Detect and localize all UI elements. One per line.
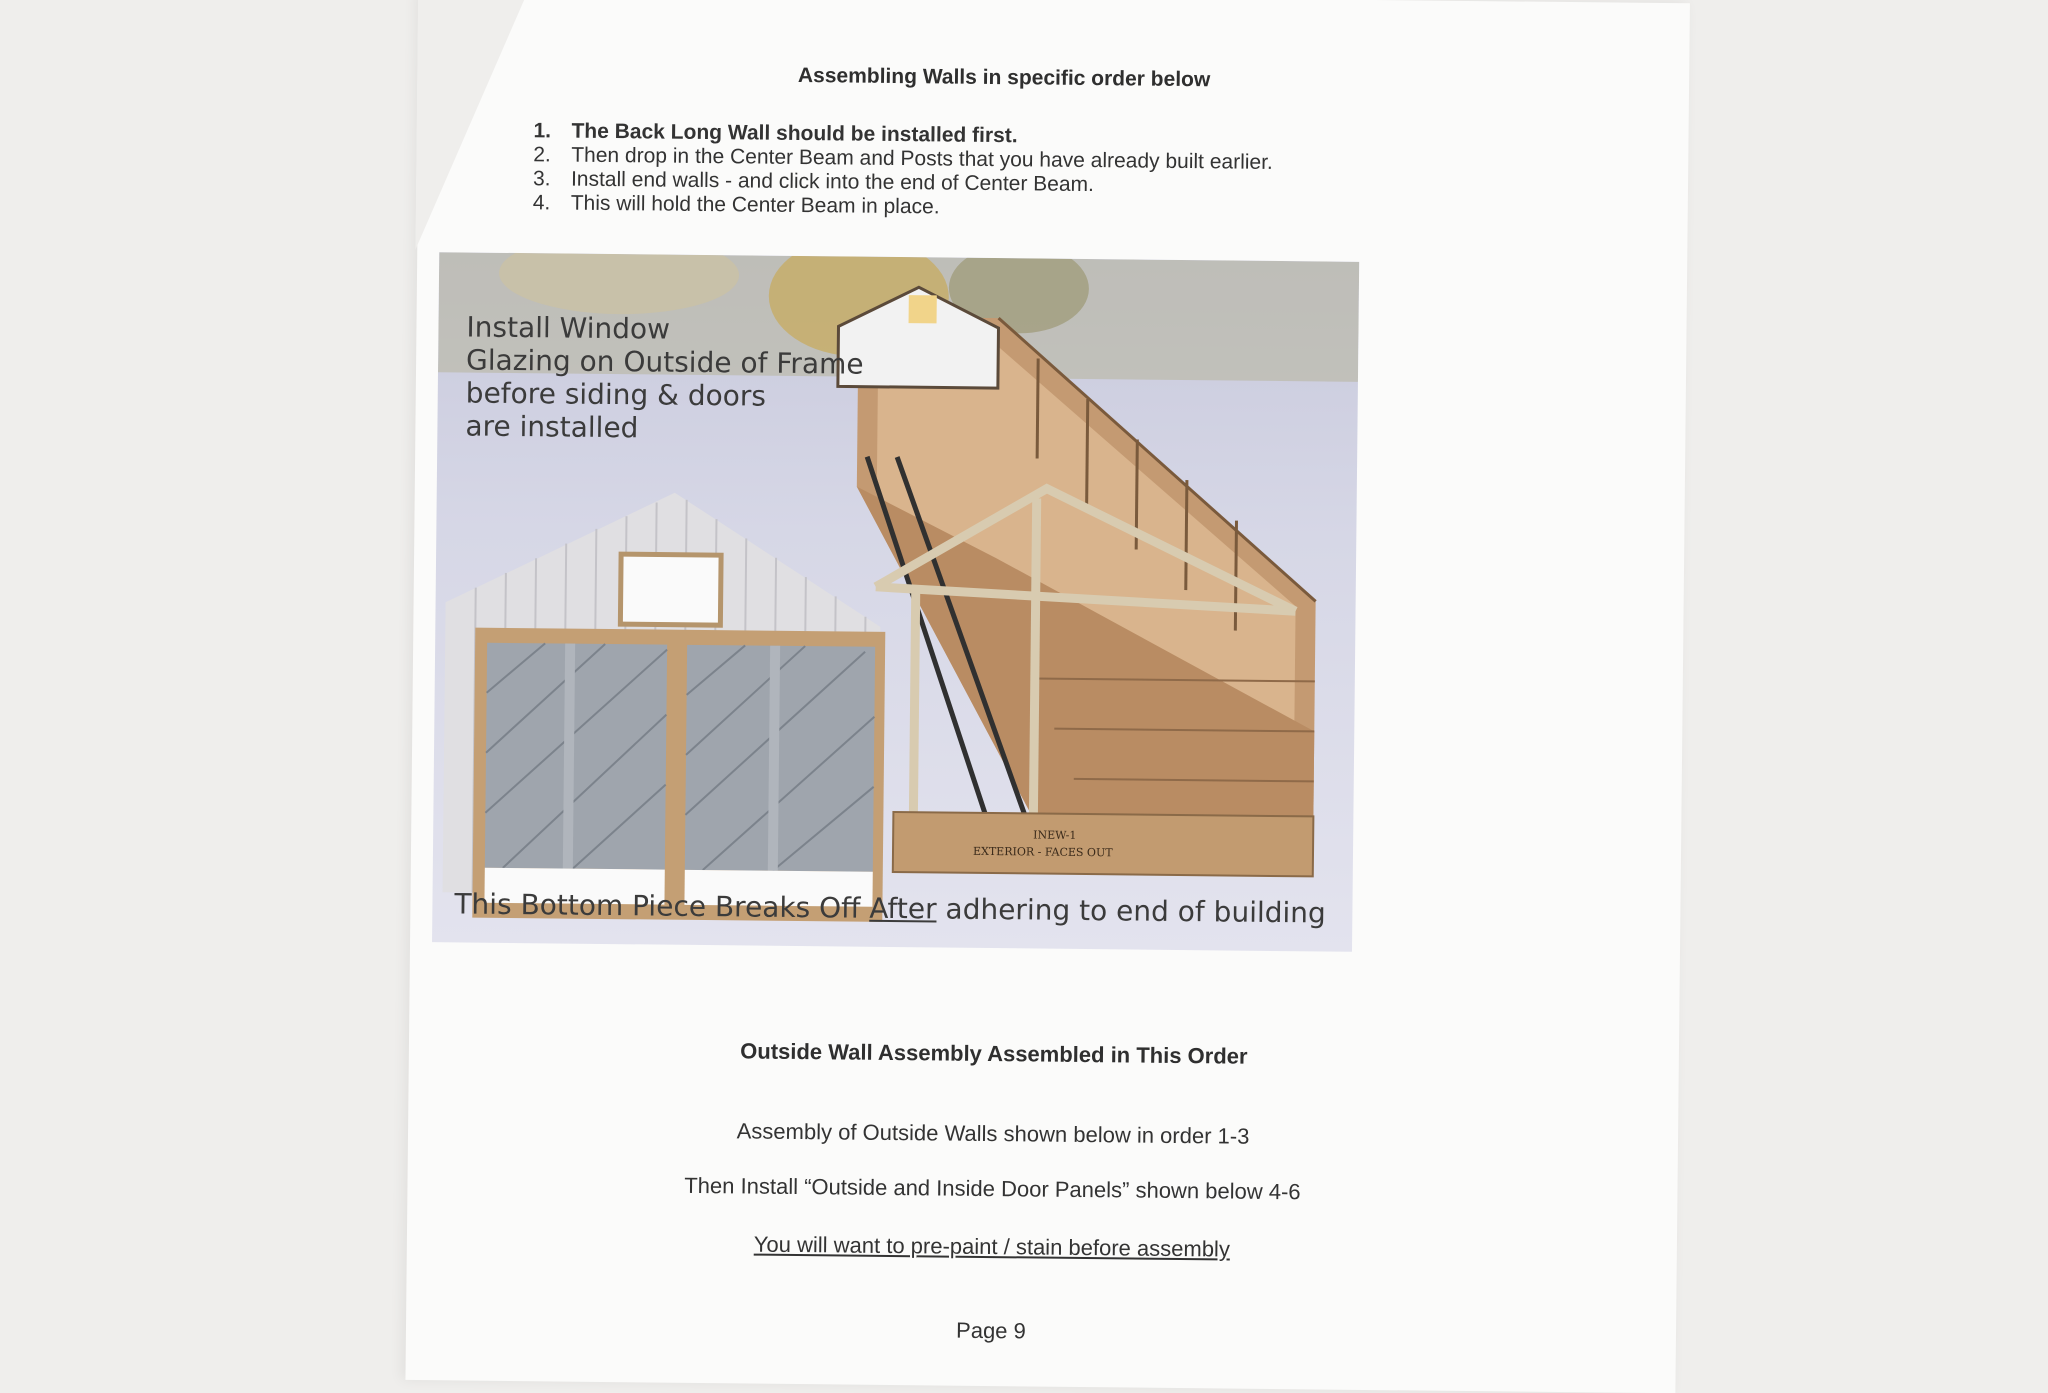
assembly-note-2: Then Install “Outside and Inside Door Panels” shown below 4-6 (684, 1172, 1301, 1205)
list-item: 2. Then drop in the Center Beam and Posts that you have already built earlier. (533, 143, 1273, 174)
assembly-steps-list (533, 119, 1274, 223)
bottom-piece-caption: This Bottom Piece Breaks Off After adhering to end of building (454, 887, 1326, 930)
list-item: 3. Install end walls - and click into the end of Center Beam. (532, 167, 1095, 197)
list-item: 1. The Back Long Wall should be installed first. (533, 119, 1018, 148)
assembly-note-1: Assembly of Outside Walls shown below in order 1-3 (736, 1118, 1250, 1149)
page-heading: Assembling Walls in specific order below (797, 63, 1211, 92)
prepaint-note: You will want to pre-paint / stain before assembly (753, 1231, 1231, 1262)
model-building-photo (432, 252, 1359, 952)
document-page (405, 0, 1689, 1393)
page-number: Page 9 (955, 1317, 1026, 1344)
section-heading: Outside Wall Assembly Assembled in This Order (740, 1038, 1248, 1069)
panel-label-1: INEW-1 (1033, 828, 1077, 842)
panel-label-2: EXTERIOR - FACES OUT (972, 844, 1113, 860)
glazing-caption: Install Window Glazing on Outside of Frame before siding & doors are installed (465, 310, 864, 445)
list-item: 4. This will hold the Center Beam in place. (532, 191, 940, 219)
